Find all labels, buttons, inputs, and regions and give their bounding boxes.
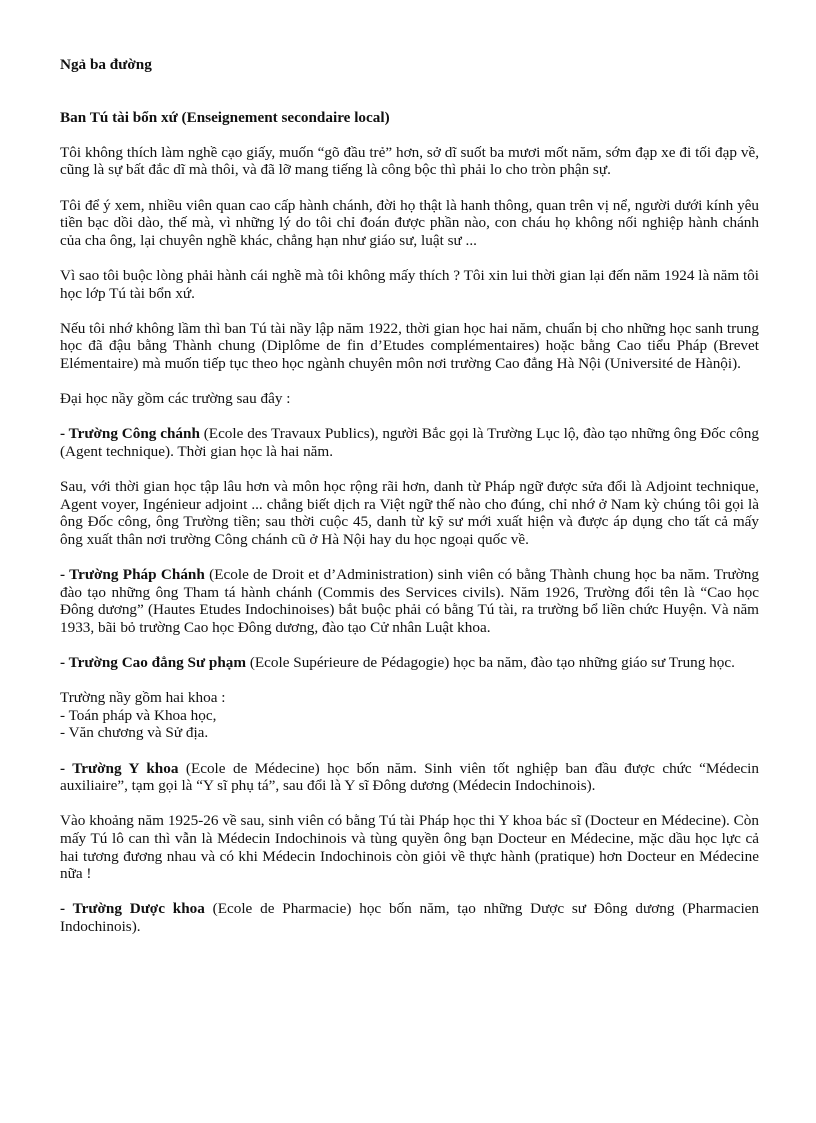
entry-dash: - <box>60 425 69 443</box>
paragraph-4: Nếu tôi nhớ không lầm thì ban Tú tài nầy lập năm 1922, thời gian học hai năm, chuẩn bị cho những học sanh trung học đã đậu bằng Thành chung (Diplôme de fin d’Etudes complémentaires) hoặc bằng Cao tiểu Pháp (Brevet Elémentaire) mà muốn tiếp tục theo học ngành chuyên môn nơi trường Cao đẳng Hà Nội (Université de Hànội). <box>60 319 759 372</box>
school-description: (Ecole des Travaux Publics), người Bắc gọi là Trường Lục lộ, đào tạo những ông Đốc công (Agent technique). Thời gian học là hai năm. <box>60 425 759 460</box>
school-name: Trường Công chánh <box>68 425 200 443</box>
list-item: - Toán pháp và Khoa học, <box>60 706 217 724</box>
paragraph-3: Vì sao tôi buộc lòng phải hành cái nghề mà tôi không mấy thích ? Tôi xin lui thời gian lại đến năm 1924 là năm tôi học lớp Tú tài bổn xứ. <box>60 266 759 302</box>
school-name: Trường Pháp Chánh <box>69 566 205 584</box>
entry-dash: - <box>60 759 73 777</box>
paragraph-8: Vào khoảng năm 1925-26 về sau, sinh viên có bằng Tú tài Pháp học thi Y khoa bác sĩ (Docteur en Médecine). Còn mấy Tú lô can thì vẫn là Médecin Indochinois và tùng quyền ông bạn Docteur en Médecine, mặc dầu học lực cả hai tương đương nhau và có khi Médecin Indochinois còn giỏi về thực hành (pratique) hơn Docteur en Médecine nữa ! <box>60 812 759 883</box>
page-title: Ngả ba đường <box>60 56 152 73</box>
school-entry-su-pham <box>60 654 759 672</box>
entry-dash: - <box>60 566 70 584</box>
school-entry-cong-chanh <box>60 425 759 460</box>
paragraph-7: Trường nầy gồm hai khoa : <box>60 689 226 707</box>
entry-dash: - <box>60 900 73 918</box>
entry-dash: - <box>60 654 69 671</box>
paragraph-1: Tôi không thích làm nghề cạo giấy, muốn “gõ đầu trẻ” hơn, sở dĩ suốt ba mươi mốt năm, sớm đạp xe đi tối đạp về, cũng là sự bất đắc dĩ mà thôi, và đã lỡ mang tiếng là công bộc thì phải lo cho tròn phận sự. <box>60 143 759 179</box>
school-description: (Ecole de Pharmacie) học bốn năm, tạo những Dược sư Đông dương (Pharmacien Indochinois). <box>60 900 759 935</box>
school-entry-y-khoa <box>60 760 759 795</box>
paragraph-2: Tôi để ý xem, nhiều viên quan cao cấp hành chánh, đời họ thật là hanh thông, quan trên vị nể, người dưới kính yêu tiền bạc dồi dào, thế mà, vì những lý do tôi chỉ đoán được phần nào, con cháu họ không nối nghiệp hành chánh của cha ông, lại chuyên nghề khác, chẳng hạn như giáo sư, luật sư ... <box>60 196 759 249</box>
school-description: (Ecole de Droit et d’Administration) sinh viên có bằng Thành chung học ba năm. Trường đào tạo những ông Tham tá hành chánh (Commis des Services civils). Năm 1926, Trường đổi tên là “Cao học Đông dương” (Hautes Etudes Indochinoises) bắt buộc phải có bằng Tú tài, ra trường bổ liền chức Huyện. Và năm 1933, bãi bỏ trường Cao học Đông dương, đào tạo Cử nhân Luật khoa. <box>60 566 759 636</box>
school-name: Trường Y khoa <box>72 759 179 777</box>
paragraph-5: Đại học nầy gồm các trường sau đây : <box>60 390 291 408</box>
school-entry-phap-chanh <box>60 566 759 636</box>
school-description: (Ecole Supérieure de Pédagogie) học ba năm, đào tạo những giáo sư Trung học. <box>246 654 735 671</box>
school-description: (Ecole de Médecine) học bốn năm. Sinh viên tốt nghiệp ban đầu được chức “Médecin auxiliaire”, tạm gọi là “Y sĩ phụ tá”, sau đổi là Y sĩ Đông dương (Médecin Indochinois). <box>60 759 759 795</box>
school-entry-duoc-khoa <box>60 900 759 935</box>
school-name: Trường Dược khoa <box>72 900 205 918</box>
section-heading: Ban Tú tài bổn xứ (Enseignement secondaire local) <box>60 108 390 126</box>
list-item: - Văn chương và Sử địa. <box>60 724 209 742</box>
school-name: Trường Cao đẳng Sư phạm <box>68 654 247 671</box>
paragraph-6: Sau, với thời gian học tập lâu hơn và môn học rộng rãi hơn, danh từ Pháp ngữ được sửa đổi là Adjoint technique, Agent voyer, Ingénieur adjoint ... chẳng biết dịch ra Việt ngữ thế nào cho đúng, chỉ nhớ ở Nam kỳ chúng tôi gọi là ông Đốc công, ông Trường tiền; sau thời cuộc 45, danh từ kỹ sư mới xuất hiện và được áp dụng cho tất cả mấy ông xuất thân nơi trường Công chánh cũ ở Hà Nội hay du học ngoại quốc về. <box>60 478 759 548</box>
